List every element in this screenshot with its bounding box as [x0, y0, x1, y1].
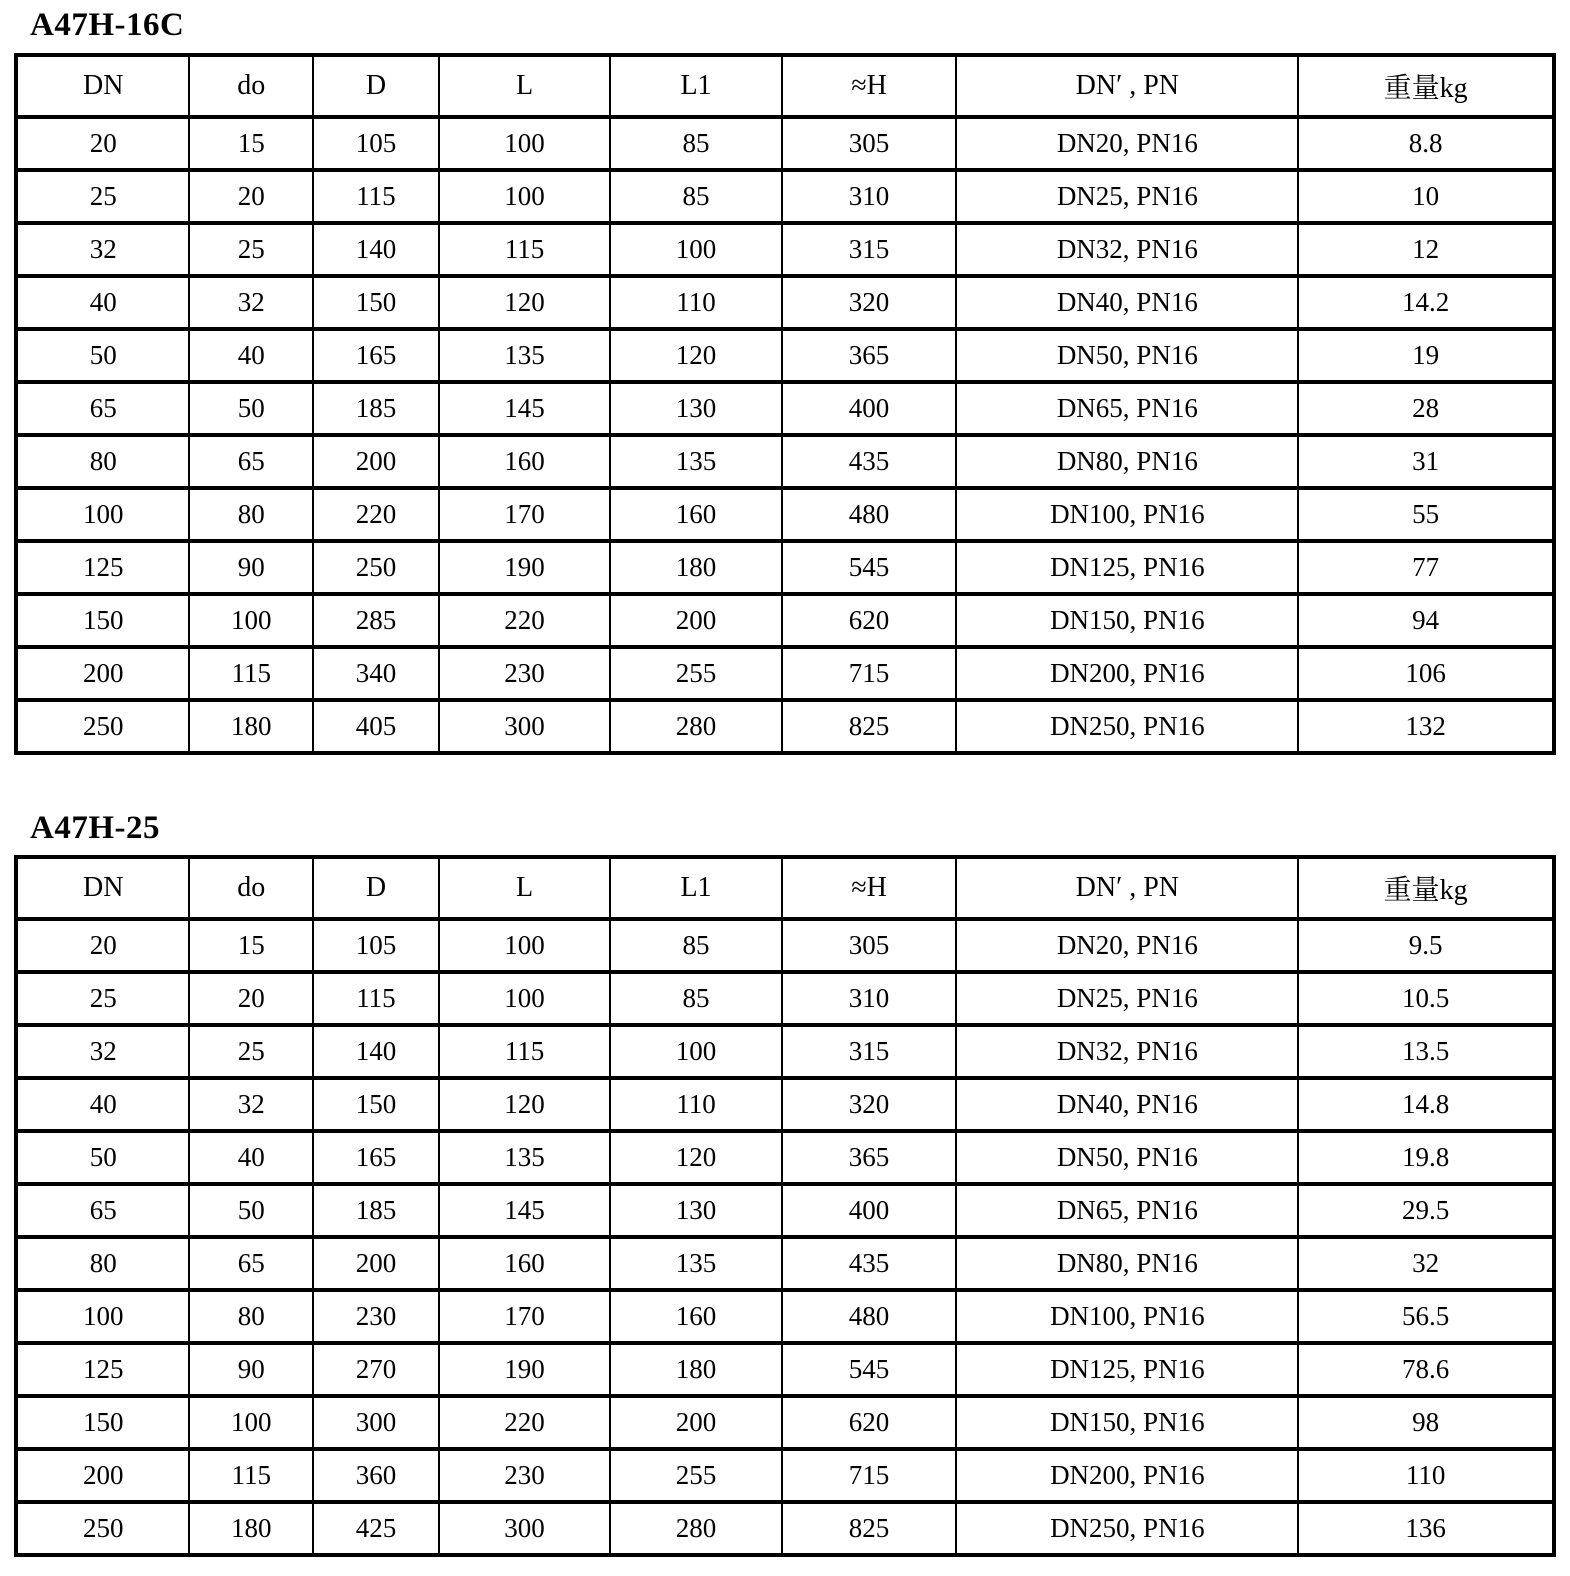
table-title: A47H-25 [30, 809, 160, 846]
table-cell: DN20, PN16 [956, 919, 1298, 972]
table-row [16, 1025, 1554, 1078]
table-cell: DN100, PN16 [956, 1290, 1298, 1343]
table-cell: DN25, PN16 [956, 170, 1298, 223]
table-cell: 90 [189, 541, 313, 594]
table-cell: 115 [189, 647, 313, 700]
table-row [16, 1237, 1554, 1290]
table-cell: 185 [313, 382, 439, 435]
table-row [16, 1184, 1554, 1237]
table-cell: DN150, PN16 [956, 1396, 1298, 1449]
table-row [16, 1449, 1554, 1502]
table-row [16, 382, 1554, 435]
column-header: 重量kg [1298, 857, 1554, 919]
table-cell: 19.8 [1298, 1131, 1554, 1184]
table-cell: 32 [1298, 1237, 1554, 1290]
table-cell: 135 [439, 329, 610, 382]
table-cell: 15 [189, 117, 313, 170]
table-cell: 78.6 [1298, 1343, 1554, 1396]
table-cell: 320 [782, 1078, 957, 1131]
table-cell: 365 [782, 1131, 957, 1184]
table-cell: 200 [16, 647, 189, 700]
table-cell: DN50, PN16 [956, 1131, 1298, 1184]
table-cell: 55 [1298, 488, 1554, 541]
table-cell: 190 [439, 1343, 610, 1396]
table-cell: 250 [313, 541, 439, 594]
table-cell: 65 [189, 1237, 313, 1290]
table-cell: 80 [16, 435, 189, 488]
table-cell: 100 [189, 594, 313, 647]
table-cell: 620 [782, 594, 957, 647]
table-row [16, 541, 1554, 594]
table-cell: 32 [189, 1078, 313, 1131]
column-header: 重量kg [1298, 55, 1554, 117]
table-cell: 20 [16, 919, 189, 972]
table-cell: 480 [782, 488, 957, 541]
table-cell: 100 [439, 170, 610, 223]
table-body [16, 919, 1554, 1555]
table-cell: 315 [782, 1025, 957, 1078]
table-cell: 255 [610, 1449, 781, 1502]
table-row [16, 594, 1554, 647]
section-a47h-16c [14, 6, 1556, 755]
column-header: ≈H [782, 55, 957, 117]
table-cell: 50 [16, 329, 189, 382]
table-cell: 185 [313, 1184, 439, 1237]
table-cell: 115 [439, 1025, 610, 1078]
table-cell: DN32, PN16 [956, 223, 1298, 276]
table-cell: 100 [16, 1290, 189, 1343]
table-cell: 160 [439, 435, 610, 488]
table-cell: DN25, PN16 [956, 972, 1298, 1025]
table-row [16, 435, 1554, 488]
table-row [16, 1078, 1554, 1131]
table-cell: 40 [189, 329, 313, 382]
table-cell: 435 [782, 1237, 957, 1290]
table-cell: 25 [189, 223, 313, 276]
table-cell: 250 [16, 1502, 189, 1555]
table-cell: 220 [439, 1396, 610, 1449]
table-cell: 20 [16, 117, 189, 170]
table-cell: 715 [782, 647, 957, 700]
table-cell: 15 [189, 919, 313, 972]
table-cell: 125 [16, 1343, 189, 1396]
column-header: D [313, 55, 439, 117]
table-cell: 94 [1298, 594, 1554, 647]
table-cell: 150 [313, 1078, 439, 1131]
table-cell: 285 [313, 594, 439, 647]
column-header: L [439, 857, 610, 919]
table-cell: 100 [439, 919, 610, 972]
table-cell: 280 [610, 700, 781, 753]
table-cell: 32 [16, 1025, 189, 1078]
table-cell: 65 [16, 382, 189, 435]
table-cell: 300 [313, 1396, 439, 1449]
column-header: L1 [610, 857, 781, 919]
table-cell: DN32, PN16 [956, 1025, 1298, 1078]
table-cell: 825 [782, 700, 957, 753]
table-cell: 85 [610, 117, 781, 170]
table-cell: 715 [782, 1449, 957, 1502]
table-cell: 145 [439, 382, 610, 435]
table-row [16, 1131, 1554, 1184]
table-cell: 140 [313, 1025, 439, 1078]
column-header: DN′ , PN [956, 55, 1298, 117]
table-cell: 135 [439, 1131, 610, 1184]
table-cell: 125 [16, 541, 189, 594]
table-cell: DN50, PN16 [956, 329, 1298, 382]
table-row [16, 1396, 1554, 1449]
table-cell: 180 [189, 700, 313, 753]
table-cell: 25 [189, 1025, 313, 1078]
table-cell: 20 [189, 972, 313, 1025]
table-row [16, 1502, 1554, 1555]
table-cell: 110 [610, 276, 781, 329]
table-cell: 435 [782, 435, 957, 488]
table-cell: 190 [439, 541, 610, 594]
table-cell: 230 [313, 1290, 439, 1343]
table-cell: 14.8 [1298, 1078, 1554, 1131]
table-cell: 200 [610, 1396, 781, 1449]
table-cell: DN80, PN16 [956, 435, 1298, 488]
table-row [16, 276, 1554, 329]
table-cell: 50 [189, 382, 313, 435]
table-cell: 110 [1298, 1449, 1554, 1502]
table-cell: 200 [313, 435, 439, 488]
table-cell: 305 [782, 919, 957, 972]
table-cell: 200 [610, 594, 781, 647]
table-cell: 310 [782, 170, 957, 223]
table-cell: DN125, PN16 [956, 1343, 1298, 1396]
table-cell: 98 [1298, 1396, 1554, 1449]
table-cell: 230 [439, 647, 610, 700]
table-cell: 425 [313, 1502, 439, 1555]
table-cell: 340 [313, 647, 439, 700]
table-cell: 270 [313, 1343, 439, 1396]
table-cell: 140 [313, 223, 439, 276]
table-body [16, 117, 1554, 753]
table-row [16, 488, 1554, 541]
table-row [16, 972, 1554, 1025]
table-cell: 120 [439, 1078, 610, 1131]
table-cell: 180 [610, 541, 781, 594]
table-cell: 825 [782, 1502, 957, 1555]
table-row [16, 700, 1554, 753]
header-row [16, 55, 1554, 117]
table-cell: 8.8 [1298, 117, 1554, 170]
table-cell: 255 [610, 647, 781, 700]
table-cell: 320 [782, 276, 957, 329]
table-cell: 31 [1298, 435, 1554, 488]
table-row [16, 170, 1554, 223]
table-cell: 100 [189, 1396, 313, 1449]
column-header: DN′ , PN [956, 857, 1298, 919]
table-cell: 136 [1298, 1502, 1554, 1555]
table-title: A47H-16C [30, 7, 185, 43]
column-header: DN [16, 857, 189, 919]
table-cell: 85 [610, 972, 781, 1025]
table-cell: 400 [782, 382, 957, 435]
table-cell: 132 [1298, 700, 1554, 753]
table-cell: 85 [610, 919, 781, 972]
table-cell: 25 [16, 972, 189, 1025]
table-cell: 100 [610, 1025, 781, 1078]
table-cell: 165 [313, 1131, 439, 1184]
table-cell: 90 [189, 1343, 313, 1396]
table-cell: 220 [439, 594, 610, 647]
table-cell: DN200, PN16 [956, 1449, 1298, 1502]
table-cell: 80 [16, 1237, 189, 1290]
table-cell: 9.5 [1298, 919, 1554, 972]
table-cell: 105 [313, 117, 439, 170]
table-cell: 310 [782, 972, 957, 1025]
table-row [16, 223, 1554, 276]
table-cell: 115 [313, 170, 439, 223]
table-cell: 20 [189, 170, 313, 223]
table-cell: 130 [610, 1184, 781, 1237]
column-header: D [313, 857, 439, 919]
table-cell: 85 [610, 170, 781, 223]
table-cell: 10 [1298, 170, 1554, 223]
table-cell: 50 [16, 1131, 189, 1184]
table-cell: 230 [439, 1449, 610, 1502]
table-header [16, 857, 1554, 919]
table-cell: 40 [16, 276, 189, 329]
table-row [16, 919, 1554, 972]
table-cell: 115 [189, 1449, 313, 1502]
table-cell: 220 [313, 488, 439, 541]
table-cell: DN65, PN16 [956, 1184, 1298, 1237]
table-cell: 100 [16, 488, 189, 541]
table-cell: DN125, PN16 [956, 541, 1298, 594]
table-cell: DN80, PN16 [956, 1237, 1298, 1290]
table-cell: 40 [16, 1078, 189, 1131]
column-header: DN [16, 55, 189, 117]
table-cell: 170 [439, 1290, 610, 1343]
table-row [16, 647, 1554, 700]
table-cell: 305 [782, 117, 957, 170]
table-cell: 360 [313, 1449, 439, 1502]
table-cell: 10.5 [1298, 972, 1554, 1025]
table-cell: 300 [439, 1502, 610, 1555]
table-cell: 145 [439, 1184, 610, 1237]
table-cell: 115 [439, 223, 610, 276]
table-row [16, 1343, 1554, 1396]
table-row [16, 1290, 1554, 1343]
table-cell: 480 [782, 1290, 957, 1343]
table-cell: 100 [439, 972, 610, 1025]
table-cell: DN100, PN16 [956, 488, 1298, 541]
table-cell: 13.5 [1298, 1025, 1554, 1078]
table-cell: DN150, PN16 [956, 594, 1298, 647]
table-cell: 32 [16, 223, 189, 276]
table-cell: 135 [610, 435, 781, 488]
table-cell: 545 [782, 541, 957, 594]
table-cell: 80 [189, 1290, 313, 1343]
table-cell: 180 [189, 1502, 313, 1555]
spec-table [14, 855, 1556, 1557]
table-cell: 160 [439, 1237, 610, 1290]
table-cell: 365 [782, 329, 957, 382]
table-row [16, 329, 1554, 382]
table-row [16, 117, 1554, 170]
table-cell: 14.2 [1298, 276, 1554, 329]
table-cell: 120 [610, 1131, 781, 1184]
table-cell: 50 [189, 1184, 313, 1237]
table-cell: 80 [189, 488, 313, 541]
table-cell: 280 [610, 1502, 781, 1555]
table-cell: 19 [1298, 329, 1554, 382]
table-cell: 160 [610, 1290, 781, 1343]
table-cell: DN250, PN16 [956, 1502, 1298, 1555]
table-cell: 180 [610, 1343, 781, 1396]
table-cell: 120 [439, 276, 610, 329]
table-cell: 545 [782, 1343, 957, 1396]
table-cell: 65 [189, 435, 313, 488]
table-cell: 130 [610, 382, 781, 435]
table-cell: 110 [610, 1078, 781, 1131]
table-cell: DN20, PN16 [956, 117, 1298, 170]
table-cell: 300 [439, 700, 610, 753]
table-cell: 29.5 [1298, 1184, 1554, 1237]
table-cell: 405 [313, 700, 439, 753]
column-header: L [439, 55, 610, 117]
table-cell: DN250, PN16 [956, 700, 1298, 753]
table-cell: 12 [1298, 223, 1554, 276]
header-row [16, 857, 1554, 919]
table-cell: 65 [16, 1184, 189, 1237]
table-cell: 200 [313, 1237, 439, 1290]
table-cell: 77 [1298, 541, 1554, 594]
column-header: L1 [610, 55, 781, 117]
table-cell: 170 [439, 488, 610, 541]
table-cell: 120 [610, 329, 781, 382]
table-cell: 160 [610, 488, 781, 541]
table-cell: 32 [189, 276, 313, 329]
column-header: do [189, 857, 313, 919]
table-cell: 56.5 [1298, 1290, 1554, 1343]
table-cell: 115 [313, 972, 439, 1025]
table-cell: 165 [313, 329, 439, 382]
column-header: do [189, 55, 313, 117]
table-cell: 105 [313, 919, 439, 972]
table-cell: 106 [1298, 647, 1554, 700]
table-cell: 620 [782, 1396, 957, 1449]
table-header [16, 55, 1554, 117]
table-cell: 400 [782, 1184, 957, 1237]
table-cell: 28 [1298, 382, 1554, 435]
table-cell: 250 [16, 700, 189, 753]
table-cell: 40 [189, 1131, 313, 1184]
table-cell: 100 [610, 223, 781, 276]
table-cell: 100 [439, 117, 610, 170]
table-cell: 25 [16, 170, 189, 223]
table-cell: 200 [16, 1449, 189, 1502]
table-cell: 150 [16, 594, 189, 647]
table-cell: DN200, PN16 [956, 647, 1298, 700]
table-cell: DN40, PN16 [956, 1078, 1298, 1131]
table-cell: 135 [610, 1237, 781, 1290]
table-cell: 150 [16, 1396, 189, 1449]
table-cell: 315 [782, 223, 957, 276]
table-cell: 150 [313, 276, 439, 329]
spec-table [14, 53, 1556, 755]
section-a47h-25 [14, 809, 1556, 1558]
column-header: ≈H [782, 857, 957, 919]
table-cell: DN40, PN16 [956, 276, 1298, 329]
table-cell: DN65, PN16 [956, 382, 1298, 435]
